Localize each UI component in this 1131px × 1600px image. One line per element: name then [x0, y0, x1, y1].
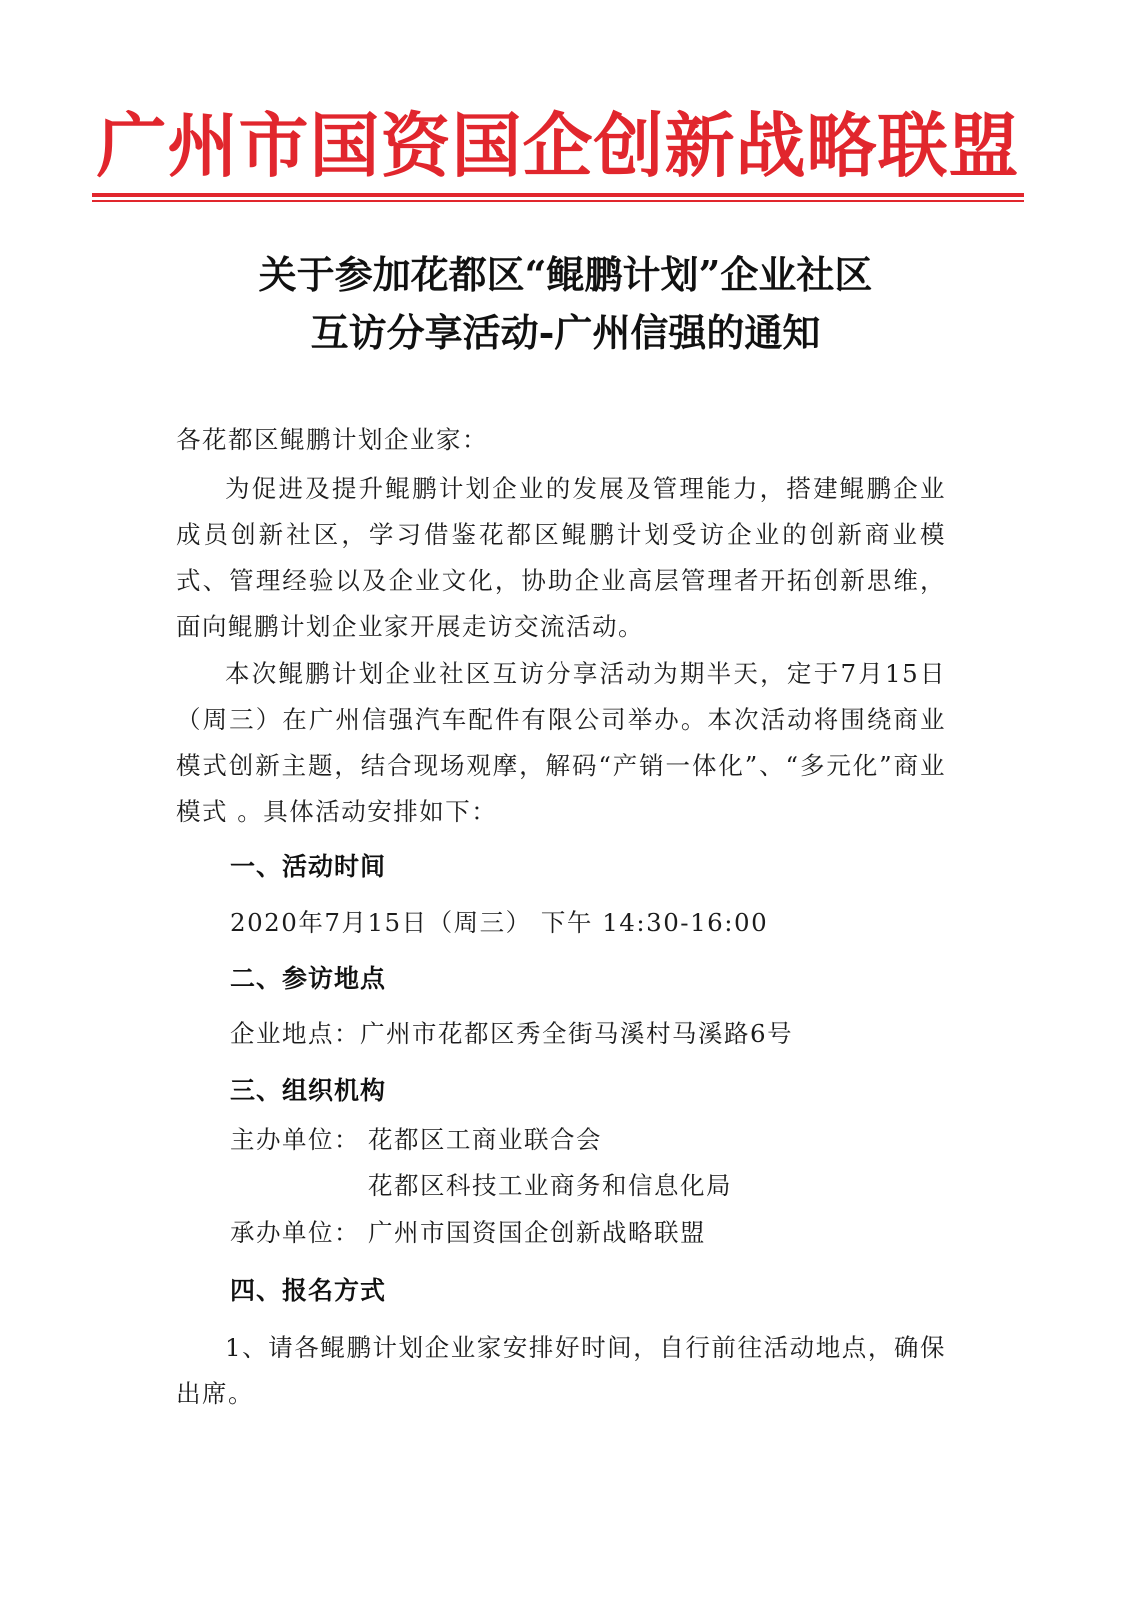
host-label: 主办单位：	[230, 1125, 360, 1154]
body-paragraph-2: 本次鲲鹏计划企业社区互访分享活动为期半天，定于7月15日（周三）在广州信强汽车配件有限公司举办。本次活动将围绕商业模式创新主题，结合现场观摩，解码“产销一体化”、“多元化”商业模式 。具体活动安排如下：	[176, 659, 946, 826]
body-paragraph-2-block	[176, 651, 946, 835]
registration-item-1-block	[176, 1325, 946, 1417]
registration-item-1: 1、请各鲲鹏计划企业家安排好时间，自行前往活动地点，确保出席。	[176, 1333, 946, 1408]
document-title-line-2: 互访分享活动-广州信强的通知	[310, 310, 821, 355]
document-title-line-1: 关于参加花都区“鲲鹏计划”企业社区	[258, 252, 873, 297]
host-unit-1: 花都区工商业联合会	[368, 1125, 602, 1154]
organizer-unit: 广州市国资国企创新战略联盟	[368, 1218, 706, 1247]
section-heading-location: 二、参访地点	[230, 964, 387, 993]
body-paragraph-1: 为促进及提升鲲鹏计划企业的发展及管理能力，搭建鲲鹏企业成员创新社区，学习借鉴花都区鲲鹏计划受访企业的创新商业模式、管理经验以及企业文化，协助企业高层管理者开拓创新思维，面向鲲鹏计划企业家开展走访交流活动。	[176, 474, 946, 641]
letterhead-divider-thick	[92, 193, 1024, 197]
section-heading-time: 一、活动时间	[230, 852, 387, 881]
organizer-label: 承办单位：	[230, 1218, 360, 1247]
event-location: 企业地点：广州市花都区秀全街马溪村马溪路6号	[230, 1019, 794, 1048]
letterhead-org-name: 广州市国资国企创新战略联盟	[96, 104, 1020, 187]
salutation: 各花都区鲲鹏计划企业家：	[176, 425, 488, 454]
letterhead-divider-thin	[92, 200, 1024, 202]
event-time: 2020年7月15日（周三） 下午 14:30-16:00	[230, 908, 769, 937]
host-unit-2: 花都区科技工业商务和信息化局	[368, 1171, 732, 1200]
body-paragraph-1-block	[176, 466, 946, 650]
section-heading-registration: 四、报名方式	[230, 1276, 387, 1305]
section-heading-organization: 三、组织机构	[230, 1076, 387, 1105]
